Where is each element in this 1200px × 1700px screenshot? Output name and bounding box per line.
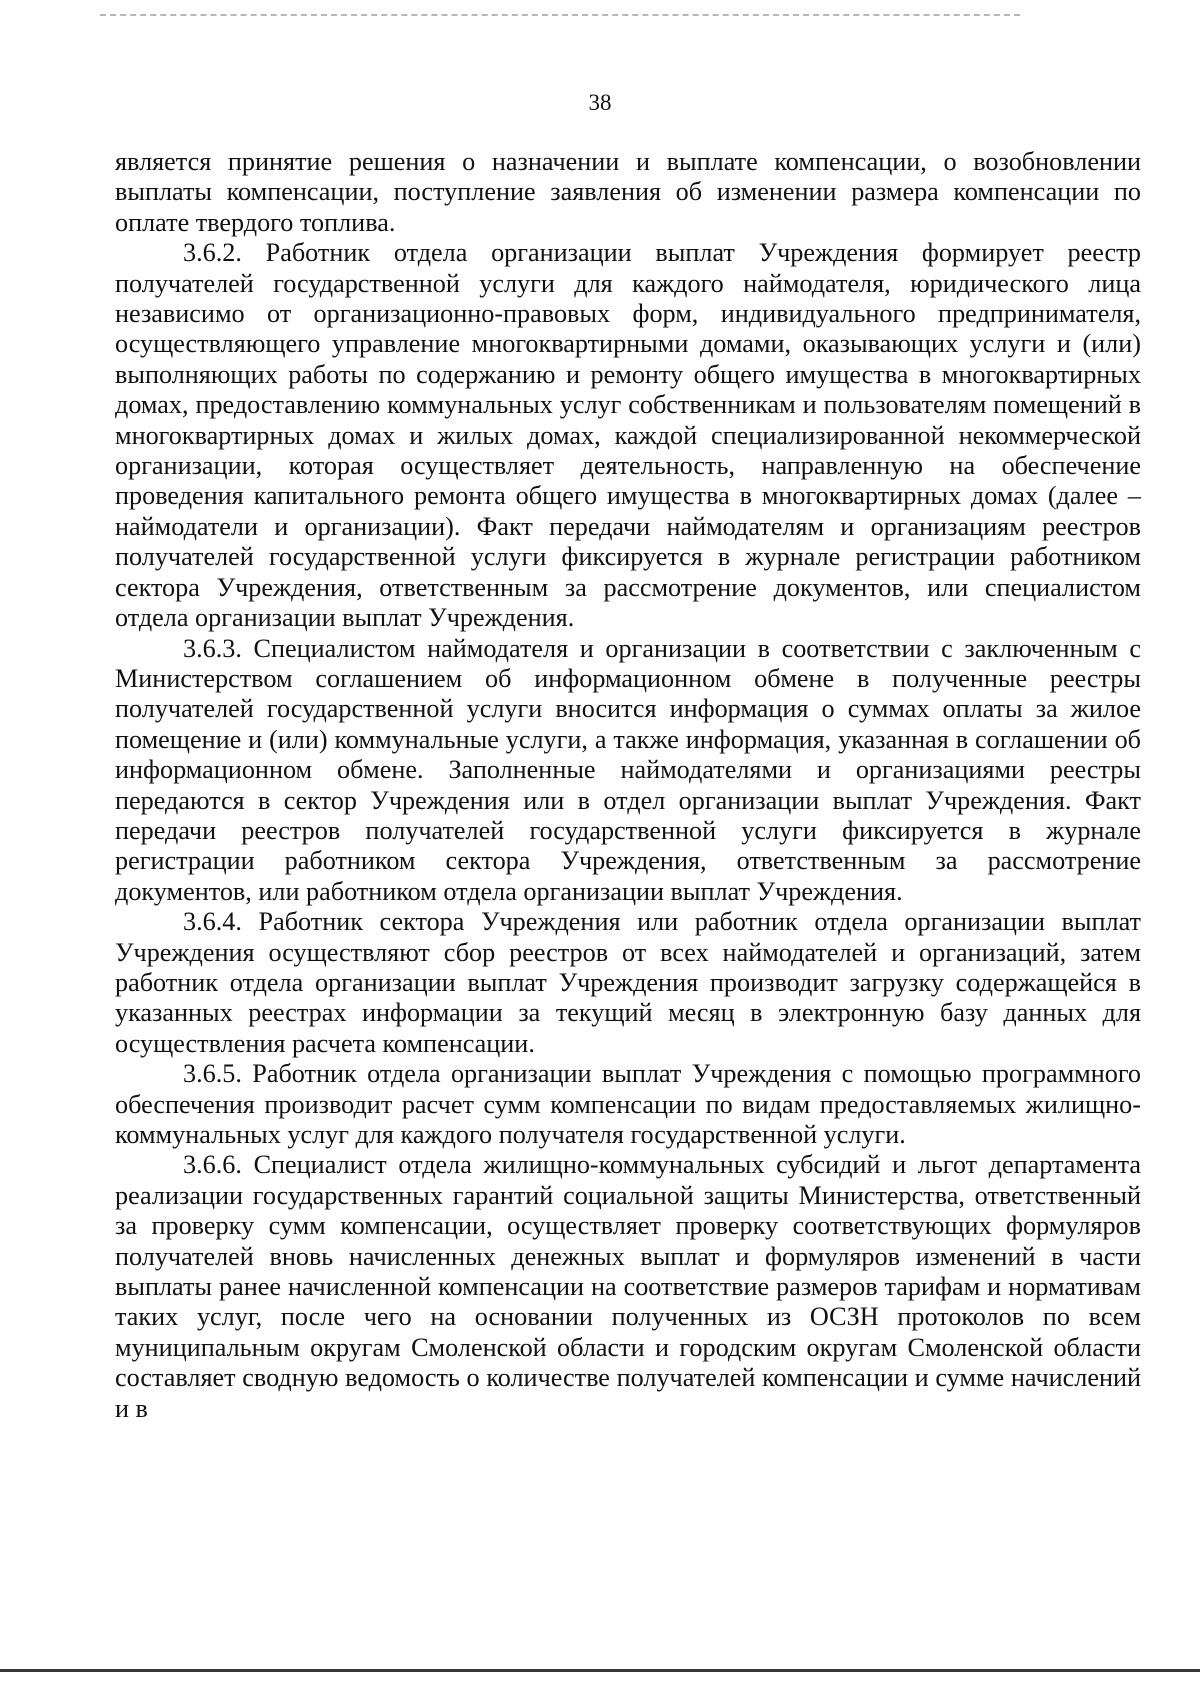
paragraph-3-6-3: 3.6.3. Специалистом наймодателя и организации в соответствии с заключенным с Министерством соглашением об информационном обмене в полученные реестры получателей государственной услуги вносится информация о суммах оплаты за жилое помещение и (или) коммунальные услуги, а также информация, указанная в соглашении об информационном обмене. Заполненные наймодателями и организациями реестры передаются в сектор Учреждения или в отдел организации выплат Учреждения. Факт передачи реестров получателей государственной услуги фиксируется в журнале регистрации работником сектора Учреждения, ответственным за рассмотрение документов, или работником отдела организации выплат Учреждения. [115, 633, 1141, 906]
paragraph-3-6-5: 3.6.5. Работник отдела организации выплат Учреждения с помощью программного обеспечения производит расчет сумм компенсации по видам предоставляемых жилищно-коммунальных услуг для каждого получателя государственной услуги. [115, 1059, 1141, 1149]
paragraph-3-6-6: 3.6.6. Специалист отдела жилищно-коммунальных субсидий и льгот департамента реализации государственных гарантий социальной защиты Министерства, ответственный за проверку сумм компенсации, осуществляет проверку соответствующих формуляров получателей вновь начисленных денежных выплат и формуляров изменений в части выплаты ранее начисленной компенсации на соответствие размеров тарифам и нормативам таких услуг, после чего на основании полученных из ОСЗН протоколов по всем муниципальным округам Смоленской области и городским округам Смоленской области составляет сводную ведомость о количестве получателей компенсации и сумме начислений и в [115, 1150, 1141, 1423]
paragraph-3-6-2: 3.6.2. Работник отдела организации выплат Учреждения формирует реестр получателей государственной услуги для каждого наймодателя, юридического лица независимо от организационно-правовых форм, индивидуального предпринимателя, осуществляющего управление многоквартирными домами, оказывающих услуги и (или) выполняющих работы по содержанию и ремонту общего имущества в многоквартирных домах, предоставлению коммунальных услуг собственникам и пользователям помещений в многоквартирных домах и жилых домах, каждой специализированной некоммерческой организации, которая осуществляет деятельность, направленную на обеспечение проведения капитального ремонта общего имущества в многоквартирных домах (далее – наймодатели и организации). Факт передачи наймодателям и организациям реестров получателей государственной услуги фиксируется в журнале регистрации работником сектора Учреждения, ответственным за рассмотрение документов, или специалистом отдела организации выплат Учреждения. [115, 238, 1141, 633]
page-number: 38 [588, 90, 612, 115]
paragraph-3-6-4: 3.6.4. Работник сектора Учреждения или работник отдела организации выплат Учреждения осуществляют сбор реестров от всех наймодателей и организаций, затем работник отдела организации выплат Учреждения производит загрузку содержащейся в указанных реестрах информации за текущий месяц в электронную базу данных для осуществления расчета компенсации. [115, 907, 1141, 1058]
scan-artifact-bottom [0, 1669, 1200, 1672]
paragraph-continuation: является принятие решения о назначении и выплате компенсации, о возобновлении выплаты компенсации, поступление заявления об изменении размера компенсации по оплате твердого топлива. [115, 147, 1141, 237]
document-body [115, 147, 1141, 1424]
scan-artifact-top [100, 0, 1020, 16]
